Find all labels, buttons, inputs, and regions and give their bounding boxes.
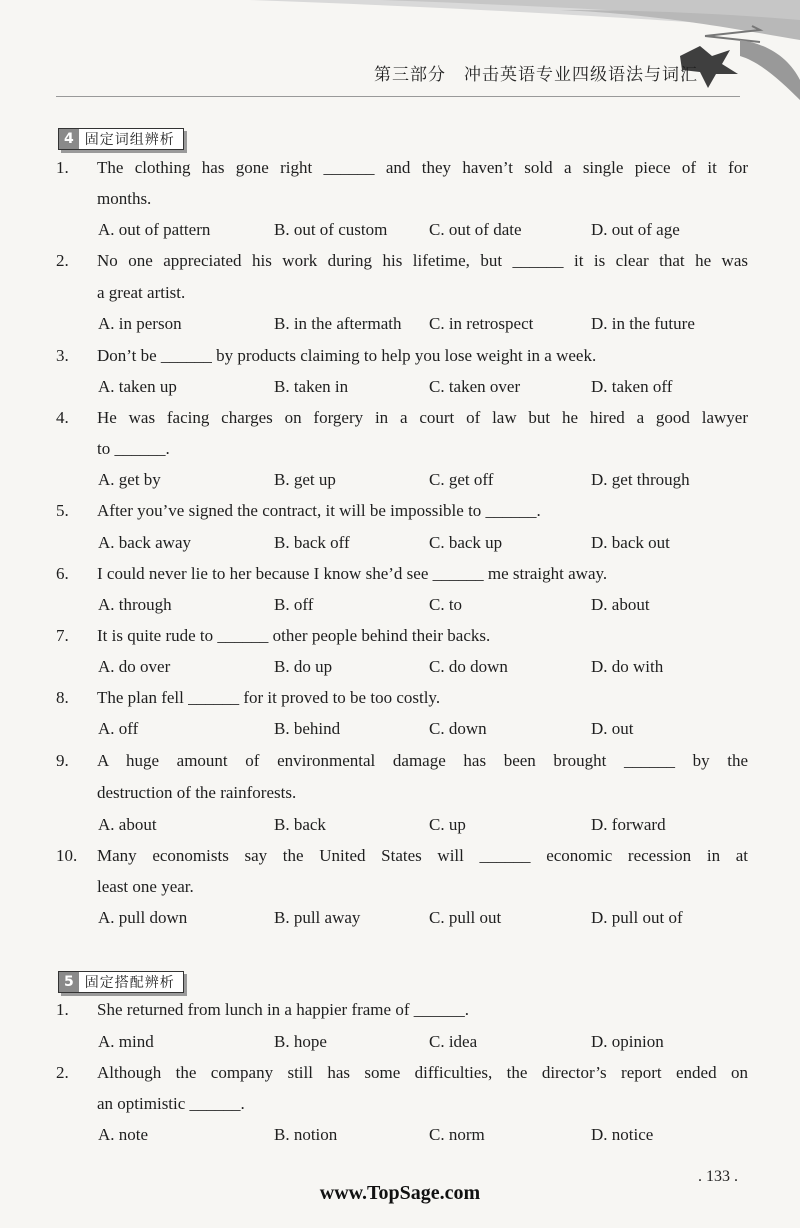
question-text-line: Many economists say the United States will ______ economic recession in at bbox=[97, 846, 748, 865]
question-text-line: months. bbox=[97, 189, 152, 208]
question-text-line: least one year. bbox=[97, 877, 194, 896]
option-d: D. about bbox=[591, 595, 650, 614]
question-text-line: to ______. bbox=[97, 439, 170, 458]
question-number: 4. bbox=[56, 408, 69, 427]
option-b: B. taken in bbox=[274, 377, 349, 396]
option-d: D. do with bbox=[591, 657, 664, 676]
option-c: C. up bbox=[429, 815, 466, 834]
option-a: A. about bbox=[98, 815, 157, 834]
option-c: C. pull out bbox=[429, 908, 502, 927]
option-b: B. behind bbox=[274, 719, 341, 738]
question-number: 1. bbox=[56, 1000, 69, 1019]
section-title: 固定搭配辨析 bbox=[84, 975, 175, 991]
question-text-line: a great artist. bbox=[97, 283, 186, 302]
question-text-line: No one appreciated his work during his lifetime, but ______ it is clear that he was bbox=[97, 251, 748, 270]
option-d: D. opinion bbox=[591, 1032, 664, 1051]
option-d: D. forward bbox=[591, 815, 666, 834]
option-d: D. out bbox=[591, 719, 634, 738]
question-number: 2. bbox=[56, 1063, 69, 1082]
option-d: D. get through bbox=[591, 470, 690, 489]
option-b: B. pull away bbox=[274, 908, 361, 927]
option-c: C. get off bbox=[429, 470, 494, 489]
option-d: D. back out bbox=[591, 533, 670, 552]
option-b: B. notion bbox=[274, 1125, 338, 1144]
website-watermark: www.TopSage.com bbox=[319, 1182, 481, 1204]
option-b: B. get up bbox=[274, 470, 336, 489]
option-a: A. pull down bbox=[98, 908, 188, 927]
question-number: 9. bbox=[56, 751, 69, 770]
option-c: C. norm bbox=[429, 1125, 485, 1144]
option-c: C. down bbox=[429, 719, 487, 738]
option-c: C. do down bbox=[429, 657, 508, 676]
option-a: A. mind bbox=[98, 1032, 154, 1051]
option-c: C. back up bbox=[429, 533, 503, 552]
option-b: B. off bbox=[274, 595, 314, 614]
question-number: 2. bbox=[56, 251, 69, 270]
header-divider bbox=[56, 96, 740, 97]
question-text-line: The clothing has gone right ______ and they haven’t sold a single piece of it for bbox=[97, 158, 748, 177]
section-number: 5 bbox=[59, 972, 79, 992]
section-label bbox=[58, 971, 184, 993]
question-number: 5. bbox=[56, 501, 69, 520]
option-a: A. taken up bbox=[98, 377, 177, 396]
question-number: 7. bbox=[56, 626, 69, 645]
question-text-line: After you’ve signed the contract, it will be impossible to ______. bbox=[97, 501, 541, 520]
question-text-line: It is quite rude to ______ other people behind their backs. bbox=[97, 626, 491, 645]
option-b: B. back bbox=[274, 815, 326, 834]
option-d: D. in the future bbox=[591, 314, 695, 333]
question-text-line: Don’t be ______ by products claiming to help you lose weight in a week. bbox=[97, 346, 597, 365]
option-a: A. out of pattern bbox=[98, 220, 211, 239]
page-number: . 133 . bbox=[698, 1168, 738, 1185]
option-c: C. idea bbox=[429, 1032, 478, 1051]
option-c: C. to bbox=[429, 595, 463, 614]
option-b: B. do up bbox=[274, 657, 333, 676]
question-number: 6. bbox=[56, 564, 69, 583]
question-number: 10. bbox=[56, 846, 78, 865]
question-text-line: Although the company still has some difficulties, the director’s report ended on bbox=[97, 1063, 748, 1082]
question-text-line: I could never lie to her because I know she’d see ______ me straight away. bbox=[97, 564, 608, 583]
option-b: B. hope bbox=[274, 1032, 327, 1051]
option-a: A. in person bbox=[98, 314, 182, 333]
option-c: C. out of date bbox=[429, 220, 522, 239]
option-d: D. taken off bbox=[591, 377, 673, 396]
question-number: 3. bbox=[56, 346, 69, 365]
header-title: 第三部分 冲击英语专业四级语法与词汇 bbox=[374, 65, 698, 85]
option-a: A. note bbox=[98, 1125, 149, 1144]
option-c: C. taken over bbox=[429, 377, 521, 396]
header-swoosh-graphic bbox=[0, 0, 800, 110]
page-header bbox=[0, 0, 800, 110]
option-a: A. off bbox=[98, 719, 139, 738]
option-a: A. through bbox=[98, 595, 172, 614]
question-number: 1. bbox=[56, 158, 69, 177]
option-a: A. back away bbox=[98, 533, 191, 552]
option-d: D. pull out of bbox=[591, 908, 683, 927]
section-title: 固定词组辨析 bbox=[84, 132, 175, 148]
option-a: A. get by bbox=[98, 470, 161, 489]
question-text-line: an optimistic ______. bbox=[97, 1094, 245, 1113]
option-d: D. out of age bbox=[591, 220, 680, 239]
section-number: 4 bbox=[59, 129, 79, 149]
section-label bbox=[58, 128, 184, 150]
question-text-line: He was facing charges on forgery in a court of law but he hired a good lawyer bbox=[97, 408, 748, 427]
option-b: B. back off bbox=[274, 533, 350, 552]
question-text-line: A huge amount of environmental damage has been brought ______ by the bbox=[97, 751, 748, 770]
question-text-line: She returned from lunch in a happier frame of ______. bbox=[97, 1000, 469, 1019]
question-text-line: destruction of the rainforests. bbox=[97, 783, 297, 802]
question-number: 8. bbox=[56, 688, 69, 707]
option-b: B. out of custom bbox=[274, 220, 388, 239]
option-b: B. in the aftermath bbox=[274, 314, 402, 333]
option-c: C. in retrospect bbox=[429, 314, 534, 333]
question-text-line: The plan fell ______ for it proved to be too costly. bbox=[97, 688, 441, 707]
option-a: A. do over bbox=[98, 657, 171, 676]
option-d: D. notice bbox=[591, 1125, 654, 1144]
